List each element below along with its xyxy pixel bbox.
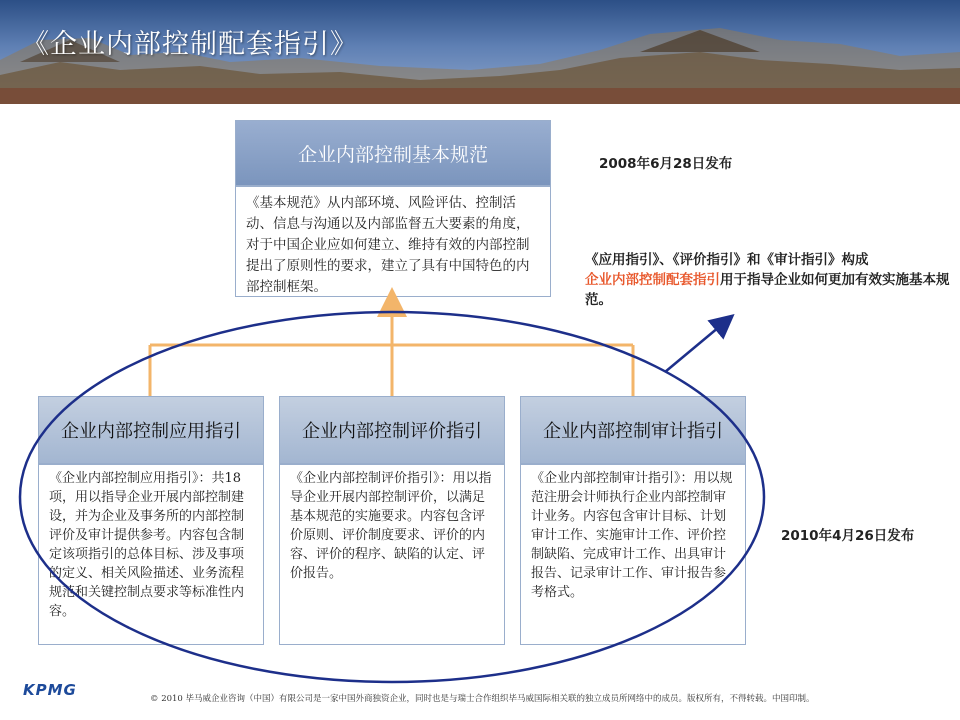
top-box-header (235, 120, 551, 186)
application-guideline-header (38, 396, 264, 464)
guidelines-description (585, 250, 950, 310)
header-banner (0, 0, 960, 104)
application-guideline-body: 《企业内部控制应用指引》：共18项，用以指导企业开展内部控制建设，并为企业及事务所的内部控制评价及审计提供参考。内容包含制定该项指引的总体目标、涉及事项的定义、相关风险描述、业务流程规范和关键控制点要求等标准性内容。 (38, 464, 264, 645)
audit-guideline-title: 企业内部控制审计指引 (543, 421, 723, 442)
page-title: 《企业内部控制配套指引》 (22, 29, 358, 60)
evaluation-guideline-body: 《企业内部控制评价指引》：用以指导企业开展内部控制评价，以满足基本规范的实施要求。内容包含评价原则、评价制度要求、评价的内容、评价的程序、缺陷的认定、评价报告。 (279, 464, 505, 645)
desc-part2: 用于指导企业如何更加有效实施基本规范。 (585, 272, 950, 308)
release-date-2010: 2010年4月26日发布 (781, 528, 915, 544)
kpmg-logo: KPMG (23, 681, 77, 699)
pointer-arrow (665, 322, 725, 372)
desc-highlight: 企业内部控制配套指引 (585, 272, 720, 288)
audit-guideline-header (520, 396, 746, 464)
top-box-title: 企业内部控制基本规范 (297, 143, 488, 166)
application-guideline-title: 企业内部控制应用指引 (61, 421, 241, 442)
evaluation-guideline-title: 企业内部控制评价指引 (302, 421, 482, 442)
copyright-notice: © 2010 毕马威企业咨询（中国）有限公司是一家中国外商独资企业，同时也是与瑞士合作组织毕马威国际相关联的独立成员所网络中的成员。版权所有，不得转载。中国印制。 (150, 694, 815, 704)
audit-guideline-body: 《企业内部控制审计指引》：用以规范注册会计师执行企业内部控制审计业务。内容包含审计目标、计划审计工作、实施审计工作、评价控制缺陷、完成审计工作、出具审计报告、记录审计工作、审计报告参考格式。 (520, 464, 746, 645)
evaluation-guideline-header (279, 396, 505, 464)
connector-lines (150, 302, 633, 396)
desc-part1: 《应用指引》、《评价指引》和《审计指引》构成 (585, 252, 869, 268)
top-box-body: 《基本规范》从内部环境、风险评估、控制活动、信息与沟通以及内部监督五大要素的角度，对于中国企业应如何建立、维持有效的内部控制提出了原则性的要求，建立了具有中国特色的内部控制框架。 (235, 186, 551, 297)
release-date-2008: 2008年6月28日发布 (599, 156, 733, 172)
